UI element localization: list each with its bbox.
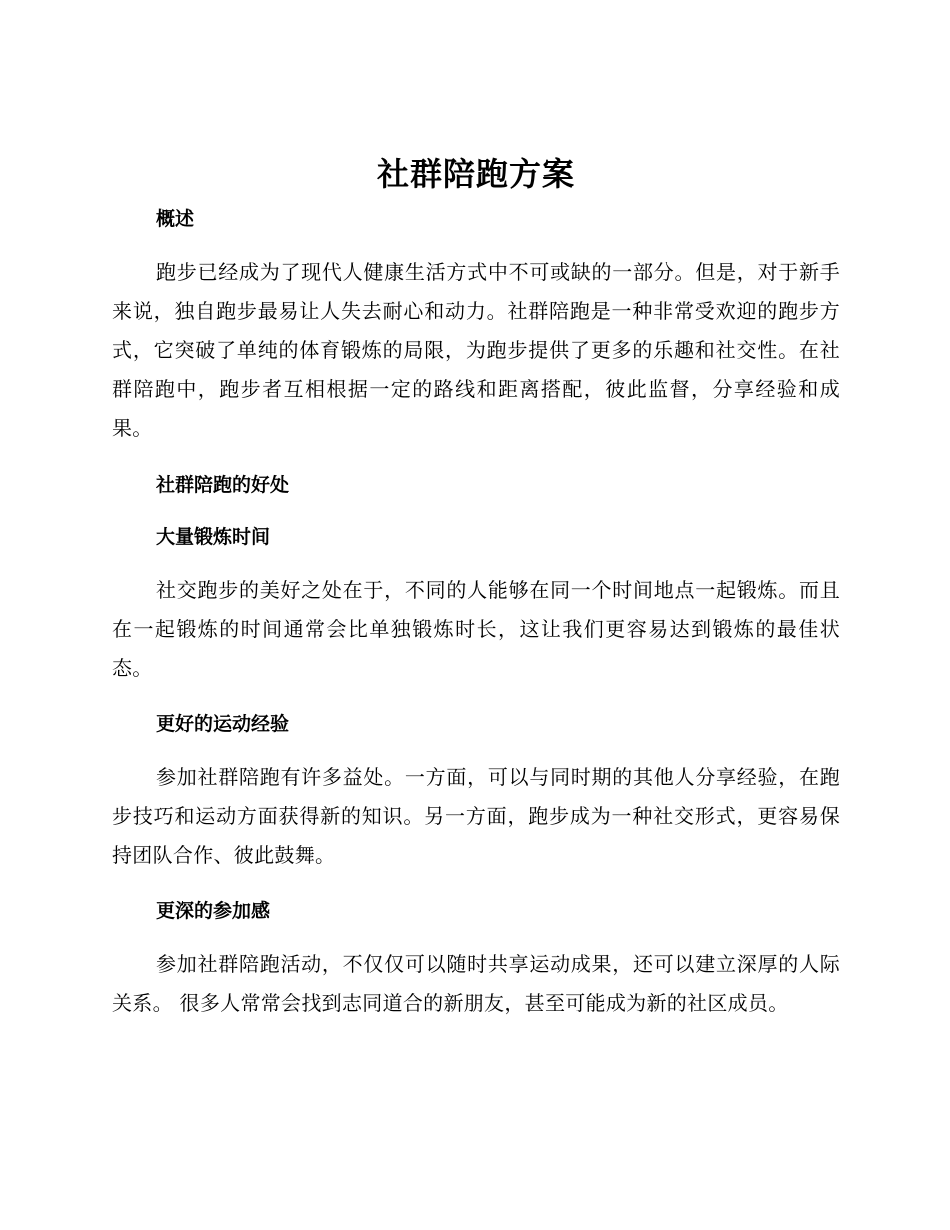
paragraph-overview: 跑步已经成为了现代人健康生活方式中不可或缺的一部分。但是，对于新手来说，独自跑步最易让人失去耐心和动力。社群陪跑是一种非常受欢迎的跑步方式，它突破了单纯的体育锻炼的局限，为跑步提供了更多的乐趣和社交性。在社群陪跑中，跑步者互相根据一定的路线和距离搭配，彼此监督，分享经验和成果。: [112, 260, 840, 440]
section-heading-benefits: 社群陪跑的好处: [156, 474, 290, 496]
document-title: 社群陪跑方案: [376, 155, 575, 193]
paragraph-exercise-experience: 参加社群陪跑有许多益处。一方面，可以与同时期的其他人分享经验，在跑步技巧和运动方面获得新的知识。另一方面，跑步成为一种社交形式，更容易保持团队合作、彼此鼓舞。: [112, 765, 840, 867]
subheading-exercise-time: 大量锻炼时间: [156, 526, 271, 548]
paragraph-exercise-time: 社交跑步的美好之处在于，不同的人能够在同一个时间地点一起锻炼。而且在一起锻炼的时间通常会比单独锻炼时长，这让我们更容易达到锻炼的最佳状态。: [112, 578, 840, 680]
paragraph-participation: 参加社群陪跑活动，不仅仅可以随时共享运动成果，还可以建立深厚的人际关系。 很多人常常会找到志同道合的新朋友，甚至可能成为新的社区成员。: [112, 952, 840, 1015]
document-page: [112, 150, 840, 1023]
subheading-participation: 更深的参加感: [156, 900, 271, 922]
section-heading-overview: 概述: [156, 208, 195, 230]
subheading-exercise-experience: 更好的运动经验: [156, 713, 290, 735]
